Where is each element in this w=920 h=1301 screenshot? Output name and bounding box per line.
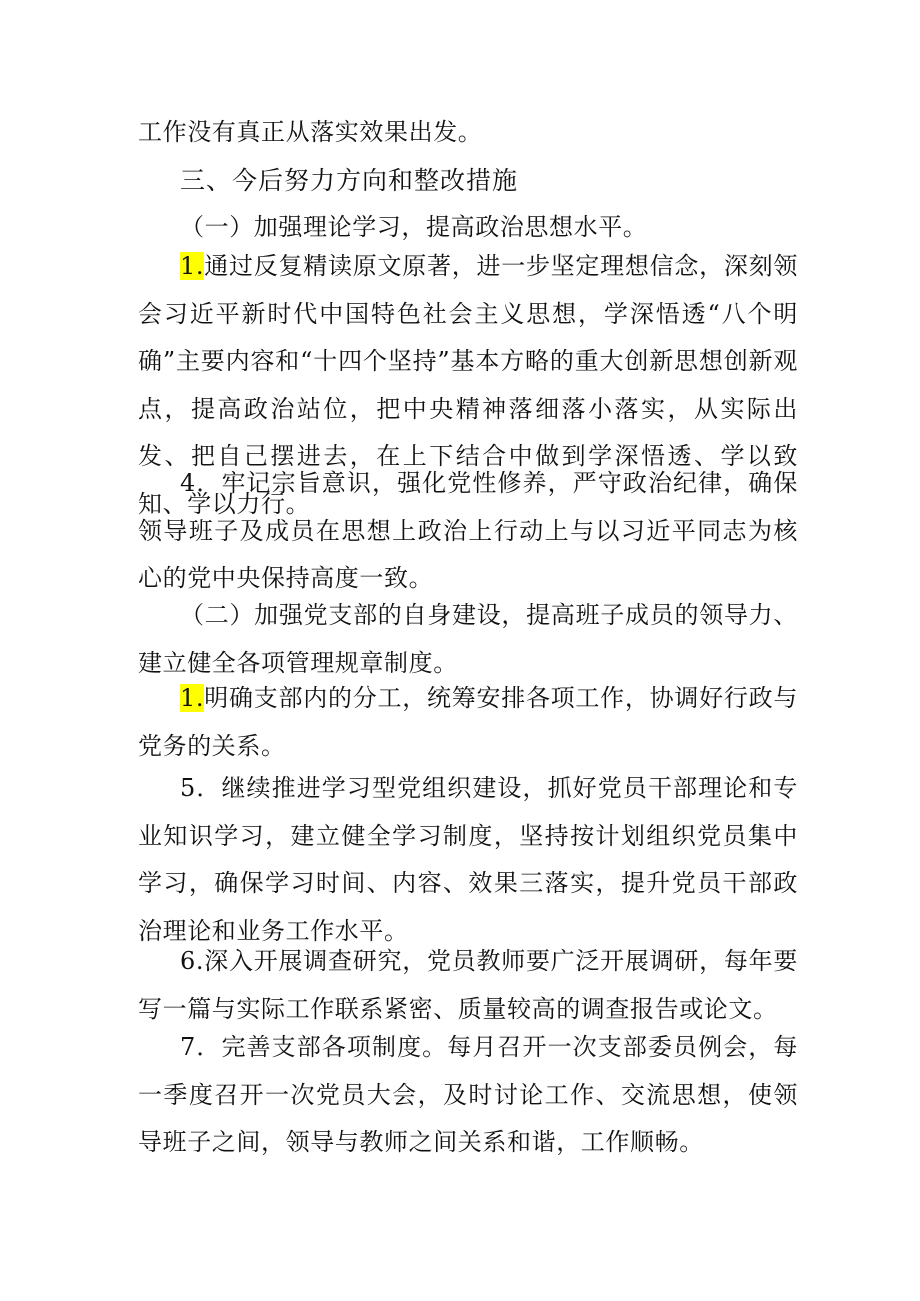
list-item-4 xyxy=(138,460,798,603)
heading-text: 三、今后努力方向和整改措施 xyxy=(180,166,519,195)
subsection-heading-2 xyxy=(138,592,798,687)
item-number-highlighted: 1. xyxy=(180,252,205,280)
item-text: 7．完善支部各项制度。每月召开一次支部委员例会，每一季度召开一次党员大会，及时讨论工作、交流思想，使领导班子之间，领导与教师之间关系和谐，工作顺畅。 xyxy=(138,1033,798,1156)
section-heading xyxy=(180,157,840,205)
list-item-1b xyxy=(138,675,798,770)
item-text: 6.深入开展调查研究，党员教师要广泛开展调研，每年要写一篇与实际工作联系紧密、质量较高的调查报告或论文。 xyxy=(138,947,798,1023)
subheading-text: （二）加强党支部的自身建设，提高班子成员的领导力、建立健全各项管理规章制度。 xyxy=(138,601,798,677)
paragraph-text: 工作没有真正从落实效果出发。 xyxy=(138,118,483,146)
subheading-text: （一）加强理论学习，提高政治思想水平。 xyxy=(180,213,648,241)
item-text: 明确支部内的分工，统筹安排各项工作，协调好行政与党务的关系。 xyxy=(138,684,798,760)
list-item-5 xyxy=(138,765,798,955)
paragraph-continuation xyxy=(138,109,798,157)
item-number-highlighted: 1. xyxy=(180,684,205,712)
item-text: 通过反复精读原文原著，进一步坚定理想信念，深刻领会习近平新时代中国特色社会主义思想，学深悟透“八个明确”主要内容和“十四个坚持”基本方略的重大创新思想创新观点，提高政治站位，把中央精神落细落小落实，从实际出发、把自己摆进去，在上下结合中做到学深悟透、学以致知、学以力行。 xyxy=(138,252,798,518)
item-text: 4．牢记宗旨意识，强化党性修养，严守政治纪律，确保领导班子及成员在思想上政治上行动上与以习近平同志为核心的党中央保持高度一致。 xyxy=(138,469,798,592)
list-item-6 xyxy=(138,938,798,1033)
list-item-7 xyxy=(138,1024,798,1167)
item-text: 5．继续推进学习型党组织建设，抓好党员干部理论和专业知识学习，建立健全学习制度，坚持按计划组织党员集中学习，确保学习时间、内容、效果三落实，提升党员干部政治理论和业务工作水平。 xyxy=(138,774,798,945)
